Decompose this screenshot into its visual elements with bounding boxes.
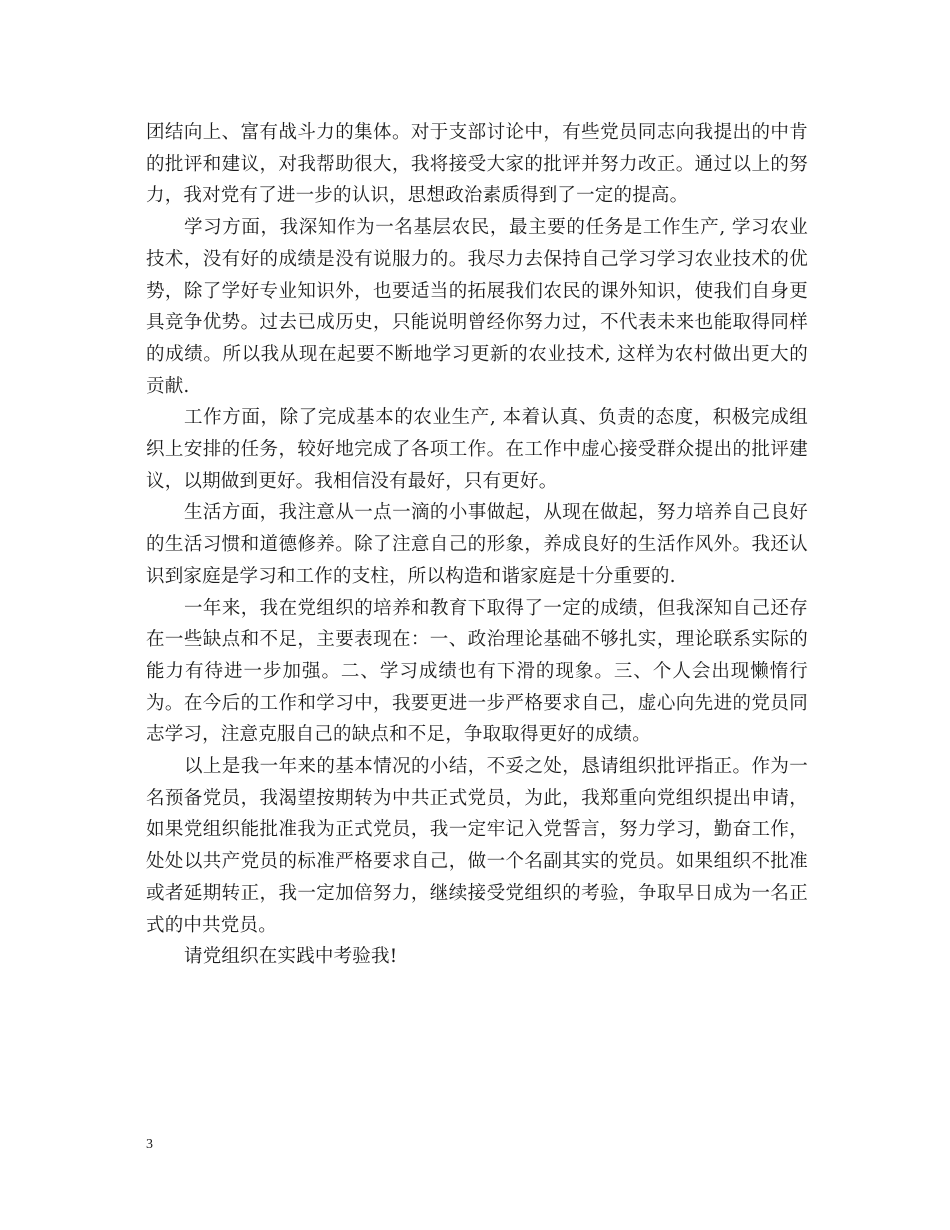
- paragraph-life: 生活方面，我注意从一点一滴的小事做起，从现在做起，努力培养自己良好的生活习惯和道德修养。除了注意自己的形象，养成良好的生活作风外。我还认识到家庭是学习和工作的支柱，所以构造和谐家庭是十分重要的.: [146, 502, 808, 587]
- page-number: 3: [146, 1137, 153, 1152]
- paragraph-work: 工作方面，除了完成基本的农业生产, 本着认真、负责的态度，积极完成组织上安排的任务，较好地完成了各项工作。在工作中虚心接受群众提出的批评建议，以期做到更好。我相信没有最好，只有更好。: [146, 407, 808, 492]
- document-body: [146, 117, 808, 973]
- paragraph-shortcomings: 一年来，我在党组织的培养和教育下取得了一定的成绩，但我深知自己还存在一些缺点和不足，主要表现在：一、政治理论基础不够扎实，理论联系实际的能力有待进一步加强。二、学习成绩也有下滑的现象。三、个人会出现懒惰行为。在今后的工作和学习中，我要更进一步严格要求自己，虚心向先进的党员同志学习，注意克服自己的缺点和不足，争取取得更好的成绩。: [146, 597, 808, 746]
- paragraph-1: 团结向上、富有战斗力的集体。对于支部讨论中，有些党员同志向我提出的中肯的批评和建议，对我帮助很大，我将接受大家的批评并努力改正。通过以上的努力，我对党有了进一步的认识，思想政治素质得到了一定的提高。: [146, 122, 808, 207]
- paragraph-closing: 请党组织在实践中考验我!: [184, 946, 398, 968]
- paragraph-summary: 以上是我一年来的基本情况的小结，不妥之处，恳请组织批评指正。作为一名预备党员，我渴望按期转为中共正式党员，为此，我郑重向党组织提出申请，如果党组织能批准我为正式党员，我一定牢记入党誓言，努力学习，勤奋工作，处处以共产党员的标准严格要求自己，做一个名副其实的党员。如果组织不批准或者延期转正，我一定加倍努力，继续接受党组织的考验，争取早日成为一名正式的中共党员。: [146, 756, 808, 936]
- paragraph-study: 学习方面，我深知作为一名基层农民，最主要的任务是工作生产, 学习农业技术，没有好的成绩是没有说服力的。我尽力去保持自己学习学习农业技术的优势，除了学好专业知识外，也要适当的拓展我们农民的课外知识，使我们自身更具竞争优势。过去已成历史，只能说明曾经你努力过，不代表未来也能取得同样的成绩。所以我从现在起要不断地学习更新的农业技术, 这样为农村做出更大的贡献.: [146, 217, 808, 397]
